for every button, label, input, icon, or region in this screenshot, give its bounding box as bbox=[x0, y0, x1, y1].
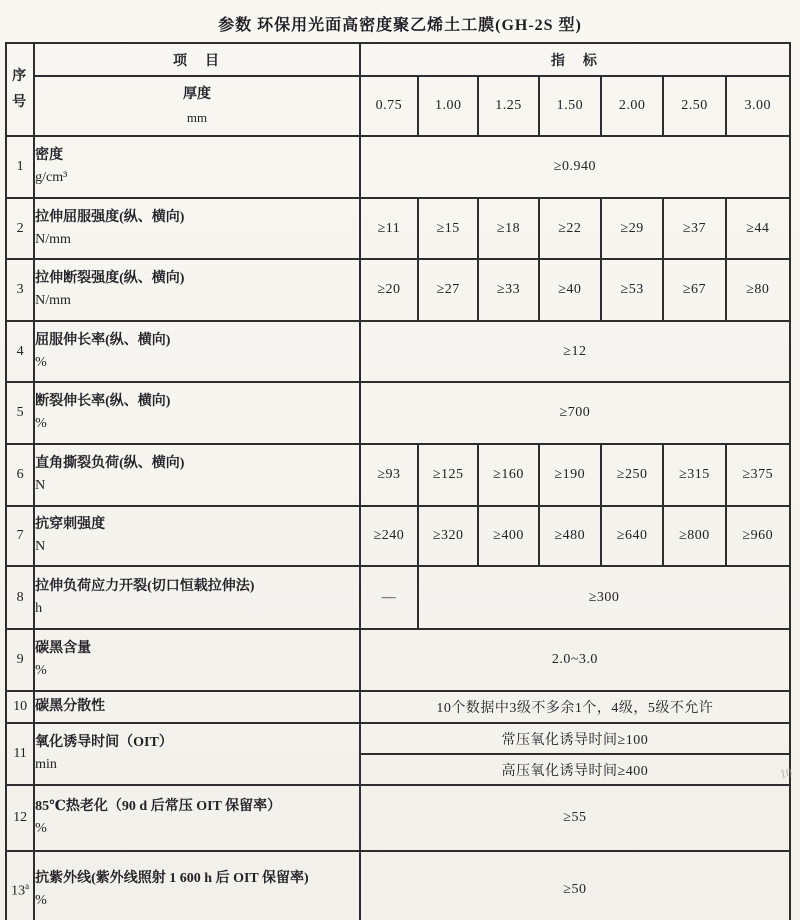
param-name: 直角撕裂负荷(纵、横向) bbox=[35, 456, 185, 472]
spec-value: ≥93 bbox=[360, 444, 418, 506]
param-name: 抗穿刺强度 bbox=[35, 517, 106, 533]
param-unit: N/mm bbox=[35, 231, 71, 247]
spec-value: ≥315 bbox=[663, 444, 725, 506]
table-row bbox=[6, 198, 790, 259]
table-row bbox=[6, 851, 790, 920]
param-label bbox=[34, 691, 360, 723]
row-number: 9 bbox=[6, 629, 34, 691]
param-unit: N bbox=[35, 478, 46, 493]
spec-value: ≥18 bbox=[478, 198, 538, 259]
spec-value: ≥160 bbox=[478, 444, 538, 506]
spec-value: ≥27 bbox=[418, 259, 478, 321]
row-number: 8 bbox=[6, 566, 34, 629]
param-unit: % bbox=[35, 663, 47, 678]
param-label bbox=[34, 321, 360, 382]
thickness-header bbox=[34, 76, 360, 136]
param-label bbox=[34, 259, 360, 321]
param-name: 碳黑分散性 bbox=[35, 699, 106, 715]
param-label bbox=[34, 136, 360, 198]
param-label bbox=[34, 851, 360, 920]
indicator-column-header: 指 标 bbox=[360, 43, 790, 76]
thickness-value: 2.00 bbox=[601, 76, 663, 136]
row-number: 2 bbox=[6, 198, 34, 259]
param-label bbox=[34, 629, 360, 691]
param-name: 断裂伸长率(纵、横向) bbox=[35, 394, 171, 410]
table-row bbox=[6, 629, 790, 691]
row-number: 3 bbox=[6, 259, 34, 321]
param-unit: % bbox=[35, 354, 47, 370]
spec-value: ≥67 bbox=[663, 259, 725, 321]
table-row bbox=[6, 321, 790, 382]
header-row-top bbox=[6, 43, 790, 76]
row-number: 6 bbox=[6, 444, 34, 506]
header-row-thickness bbox=[6, 76, 790, 136]
spec-value: ≥37 bbox=[663, 198, 725, 259]
spec-value: ≥190 bbox=[539, 444, 601, 506]
row-number: 12 bbox=[6, 785, 34, 851]
param-label bbox=[34, 566, 360, 629]
spec-value: ≥11 bbox=[360, 198, 418, 259]
param-unit: % bbox=[35, 821, 47, 836]
table-row bbox=[6, 506, 790, 566]
param-unit: g/cm³ bbox=[35, 170, 68, 185]
param-name: 氧化诱导时间（OIT） bbox=[35, 735, 173, 751]
param-label bbox=[34, 382, 360, 444]
thickness-value: 3.00 bbox=[726, 76, 790, 136]
seq-column-header: 序号 bbox=[6, 43, 34, 136]
param-unit: N bbox=[35, 539, 46, 554]
param-name: 拉伸屈服强度(纵、横向) bbox=[35, 209, 185, 225]
spec-value: ≥29 bbox=[601, 198, 663, 259]
spec-value: ≥40 bbox=[539, 259, 601, 321]
spec-value: ≥700 bbox=[360, 382, 790, 444]
param-name: 85℃热老化（90 d 后常压 OIT 保留率） bbox=[35, 799, 282, 815]
thickness-value: 0.75 bbox=[360, 76, 418, 136]
param-unit: min bbox=[35, 757, 57, 772]
thickness-unit: mm bbox=[186, 109, 208, 125]
item-column-header: 项 目 bbox=[34, 43, 360, 76]
spec-value: 常压氧化诱导时间≥100 bbox=[360, 723, 790, 754]
spec-value: ≥800 bbox=[663, 506, 725, 566]
param-name: 碳黑含量 bbox=[35, 641, 92, 657]
spec-value: ≥0.940 bbox=[360, 136, 790, 198]
spec-value: ≥12 bbox=[360, 321, 790, 382]
footnote-marker: a bbox=[25, 880, 30, 891]
row-number: 1 bbox=[6, 136, 34, 198]
thickness-value: 1.25 bbox=[478, 76, 538, 136]
param-unit: % bbox=[35, 893, 47, 908]
spec-table bbox=[5, 42, 794, 920]
param-unit: % bbox=[35, 416, 47, 431]
table-row bbox=[6, 691, 790, 723]
spec-value: 高压氧化诱导时间≥400 bbox=[360, 754, 790, 785]
table-row bbox=[6, 785, 790, 851]
spec-value: ≥640 bbox=[601, 506, 663, 566]
table-row bbox=[6, 136, 790, 198]
table-row bbox=[6, 259, 790, 321]
spec-value: ≥240 bbox=[360, 506, 418, 566]
spec-value: — bbox=[360, 566, 418, 629]
table-row bbox=[6, 723, 790, 754]
spec-value: ≥400 bbox=[478, 506, 538, 566]
page-title: 参数 环保用光面高密度聚乙烯土工膜(GH-2S 型) bbox=[218, 17, 582, 34]
param-label bbox=[34, 444, 360, 506]
row-number: 5 bbox=[6, 382, 34, 444]
table-row bbox=[6, 444, 790, 506]
spec-value: ≥33 bbox=[478, 259, 538, 321]
param-label bbox=[34, 506, 360, 566]
spec-value: ≥22 bbox=[539, 198, 601, 259]
spec-value: ≥375 bbox=[726, 444, 790, 506]
param-label bbox=[34, 785, 360, 851]
thickness-label: 厚度 bbox=[182, 87, 211, 103]
spec-value: ≥44 bbox=[726, 198, 790, 259]
spec-value: ≥50 bbox=[360, 851, 790, 920]
spec-value: ≥53 bbox=[601, 259, 663, 321]
thickness-value: 1.00 bbox=[418, 76, 478, 136]
param-unit: h bbox=[35, 600, 43, 616]
spec-value: 10个数据中3级不多余1个，4级，5级不允许 bbox=[360, 691, 790, 723]
param-name: 拉伸负荷应力开裂(切口恒载拉伸法) bbox=[35, 578, 255, 594]
param-name: 密度 bbox=[35, 148, 64, 164]
param-label bbox=[34, 198, 360, 259]
spec-value: ≥300 bbox=[418, 566, 790, 629]
thickness-value: 1.50 bbox=[539, 76, 601, 136]
spec-value: ≥15 bbox=[418, 198, 478, 259]
param-label bbox=[34, 723, 360, 785]
spec-value: ≥80 bbox=[726, 259, 790, 321]
row-number: 11 bbox=[6, 723, 34, 785]
spec-value: 2.0~3.0 bbox=[360, 629, 790, 691]
thickness-value: 2.50 bbox=[663, 76, 725, 136]
spec-value: ≥320 bbox=[418, 506, 478, 566]
row-number: 13$^a$ bbox=[6, 851, 34, 920]
param-name: 抗紫外线(紫外线照射 1 600 h 后 OIT 保留率) bbox=[35, 871, 309, 887]
spec-value: ≥55 bbox=[360, 785, 790, 851]
table-row bbox=[6, 382, 790, 444]
spec-value: ≥20 bbox=[360, 259, 418, 321]
spec-value: ≥960 bbox=[726, 506, 790, 566]
row-number: 10 bbox=[6, 691, 34, 723]
param-unit: N/mm bbox=[35, 293, 71, 308]
row-number: 4 bbox=[6, 321, 34, 382]
spec-value: ≥125 bbox=[418, 444, 478, 506]
spec-value: ≥250 bbox=[601, 444, 663, 506]
row-number: 7 bbox=[6, 506, 34, 566]
spec-value: ≥480 bbox=[539, 506, 601, 566]
param-name: 屈服伸长率(纵、横向) bbox=[35, 332, 171, 348]
table-row bbox=[6, 566, 790, 629]
scan-artifact: 10 bbox=[778, 765, 794, 781]
param-name: 拉伸断裂强度(纵、横向) bbox=[35, 271, 185, 287]
